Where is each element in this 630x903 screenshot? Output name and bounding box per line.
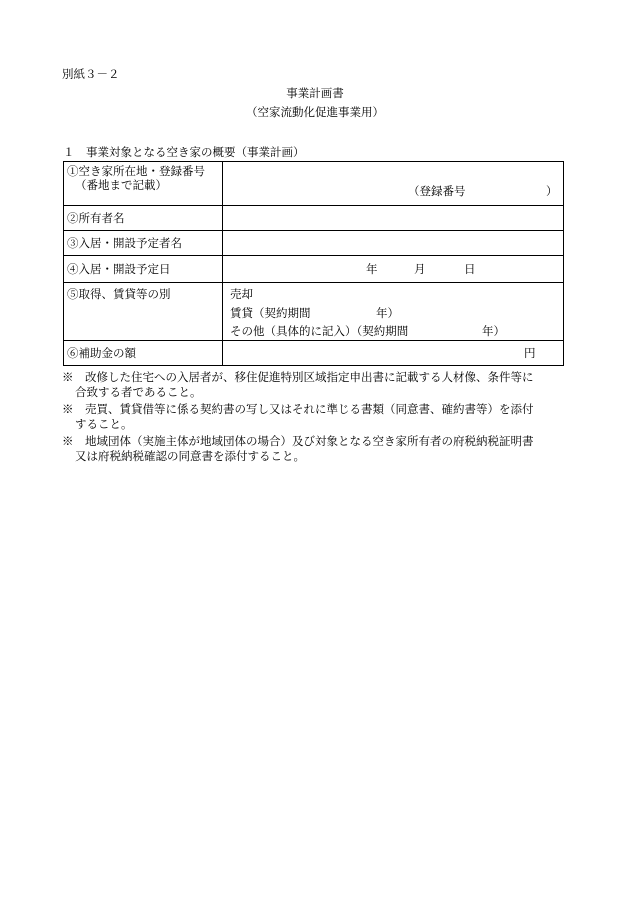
yen-unit: 円 xyxy=(524,346,536,360)
table-row xyxy=(64,256,564,283)
table-row xyxy=(64,231,564,256)
table-row xyxy=(64,162,564,206)
address-label-note: （番地まで記載） xyxy=(75,178,167,192)
option-lease: 賃貸（契約期間 xyxy=(230,306,311,320)
scheduled-date-label: ④入居・開設予定日 xyxy=(64,256,223,283)
note-3-line-1: ※ 地域団体（実施主体が地域団体の場合）及び対象となる空き家所有者の府税納税証明書 xyxy=(62,434,534,448)
table-row xyxy=(64,206,564,231)
owner-label: ②所有者名 xyxy=(64,206,223,231)
owner-value-cell[interactable] xyxy=(223,206,564,231)
month-label: 月 xyxy=(414,262,426,276)
option-other-year: 年） xyxy=(482,324,505,338)
table-row xyxy=(64,283,564,341)
acquisition-type-cell[interactable] xyxy=(223,283,564,341)
acquisition-type-label: ⑤取得、賃貸等の別 xyxy=(67,287,171,301)
document-title: 事業計画書 xyxy=(286,86,344,100)
option-lease-year: 年） xyxy=(376,306,399,320)
option-other: その他（具体的に記入）（契約期間 xyxy=(230,324,409,338)
registration-number-open: （登録番号 xyxy=(408,184,466,198)
table-row xyxy=(64,341,564,366)
subsidy-amount-cell[interactable] xyxy=(223,341,564,366)
resident-label: ③入居・開設予定者名 xyxy=(64,231,223,256)
note-1-line-1: ※ 改修した住宅への入居者が、移住促進特別区域指定申出書に記載する人材像、条件等に xyxy=(62,370,534,384)
attachment-number: 別紙３－２ xyxy=(62,67,120,81)
acquisition-type-label-cell xyxy=(64,283,223,341)
document-subtitle: （空家流動化促進事業用） xyxy=(246,105,384,119)
note-2-line-1: ※ 売買、賃貸借等に係る契約書の写し又はそれに準じる書類（同意書、確約書等）を添付 xyxy=(62,402,534,416)
section-heading: １ 事業対象となる空き家の概要（事業計画） xyxy=(63,145,305,159)
address-label-cell xyxy=(64,162,223,206)
resident-value-cell[interactable] xyxy=(223,231,564,256)
year-label: 年 xyxy=(366,262,378,276)
note-3-line-2: 又は府税納税確認の同意書を添付すること。 xyxy=(75,449,305,463)
address-label: ①空き家所在地・登録番号 xyxy=(67,164,205,178)
note-1-line-2: 合致する者であること。 xyxy=(75,385,202,399)
option-sale: 売却 xyxy=(230,287,253,301)
scheduled-date-cell[interactable] xyxy=(223,256,564,283)
registration-number-close: ） xyxy=(546,184,558,198)
subsidy-amount-label: ⑥補助金の額 xyxy=(64,341,223,366)
address-value-cell[interactable] xyxy=(223,162,564,206)
project-plan-table xyxy=(63,161,564,366)
day-label: 日 xyxy=(464,262,476,276)
note-2-line-2: すること。 xyxy=(75,417,133,431)
